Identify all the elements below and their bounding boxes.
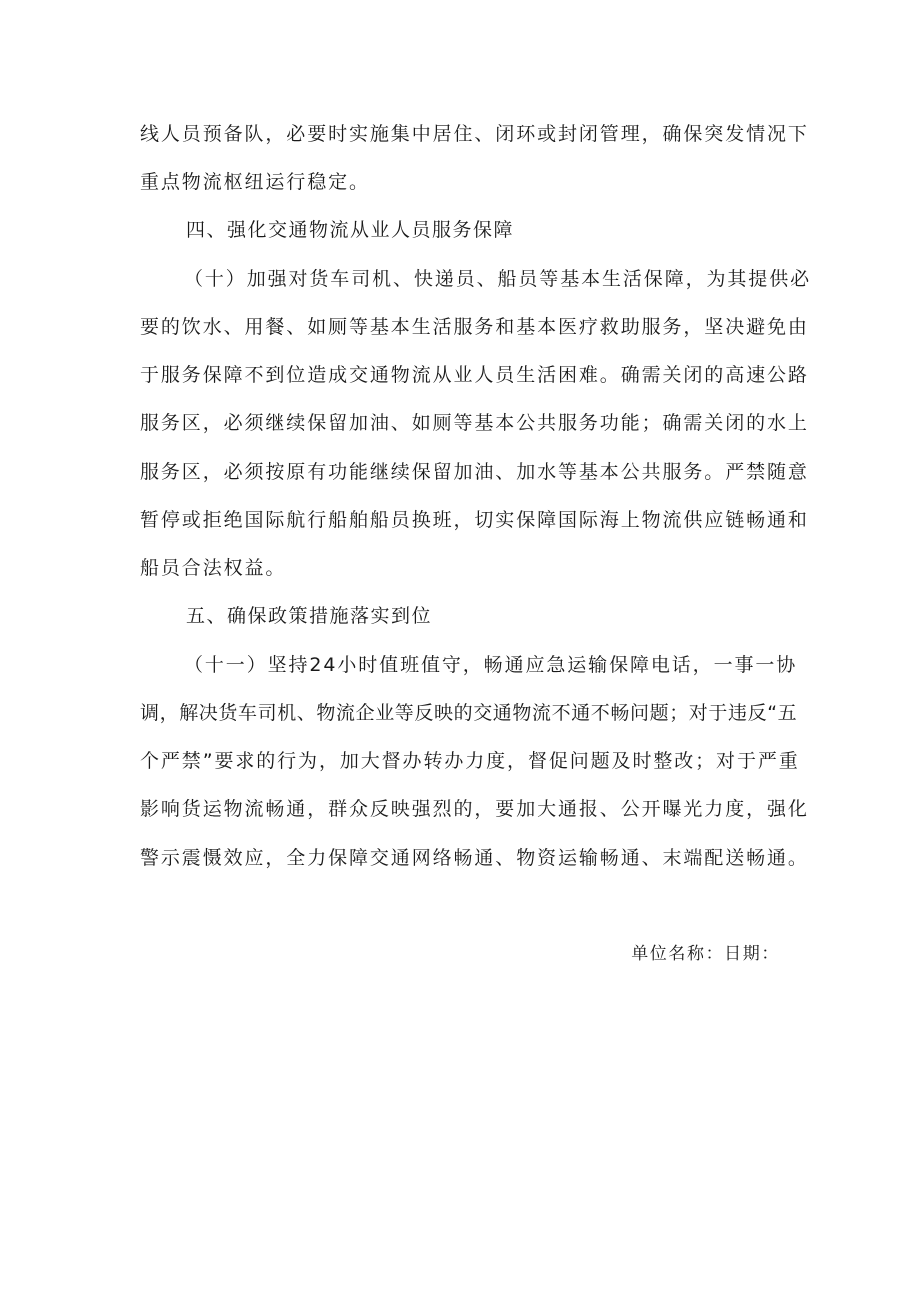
paragraph-line: 调，解决货车司机、物流企业等反映的交通物流不通不畅问题；对于违反“五 [140,702,798,724]
paragraph-line: 于服务保障不到位造成交通物流从业人员生活困难。确需关闭的高速公路 [140,364,809,386]
paragraph-line: （十）加强对货车司机、快递员、船员等基本生活保障，为其提供必 [184,268,812,290]
paragraph-line: 暂停或拒绝国际航行船舶船员换班，切实保障国际海上物流供应链畅通和 [140,509,809,531]
section-heading: 四、强化交通物流从业人员服务保障 [186,219,515,241]
paragraph-line: 影响货运物流畅通，群众反映强烈的，要加大通报、公开曝光力度，强化 [140,798,809,820]
paragraph-line: 重点物流枢纽运行稳定。 [140,171,370,193]
paragraph-line: 船员合法权益。 [140,557,287,579]
paragraph-line: 要的饮水、用餐、如厕等基本生活服务和基本医疗救助服务，坚决避免由 [140,316,809,338]
paragraph-line: 个严禁”要求的行为，加大督办转办力度，督促问题及时整改；对于严重 [140,750,800,772]
paragraph-line: （十一）坚持24小时值班值守，畅通应急运输保障电话，一事一协 [184,654,798,676]
section-heading: 五、确保政策措施落实到位 [186,605,433,627]
paragraph-line: 线人员预备队，必要时实施集中居住、闭环或封闭管理，确保突发情况下 [140,123,809,145]
paragraph-line: 服务区，必须继续保留加油、如厕等基本公共服务功能；确需关闭的水上 [140,412,809,434]
signature-line: 单位名称：日期： [631,944,780,964]
paragraph-line: 服务区，必须按原有功能继续保留加油、加水等基本公共服务。严禁随意 [140,461,809,483]
paragraph-line: 警示震慑效应，全力保障交通网络畅通、物资运输畅通、末端配送畅通。 [140,847,809,869]
